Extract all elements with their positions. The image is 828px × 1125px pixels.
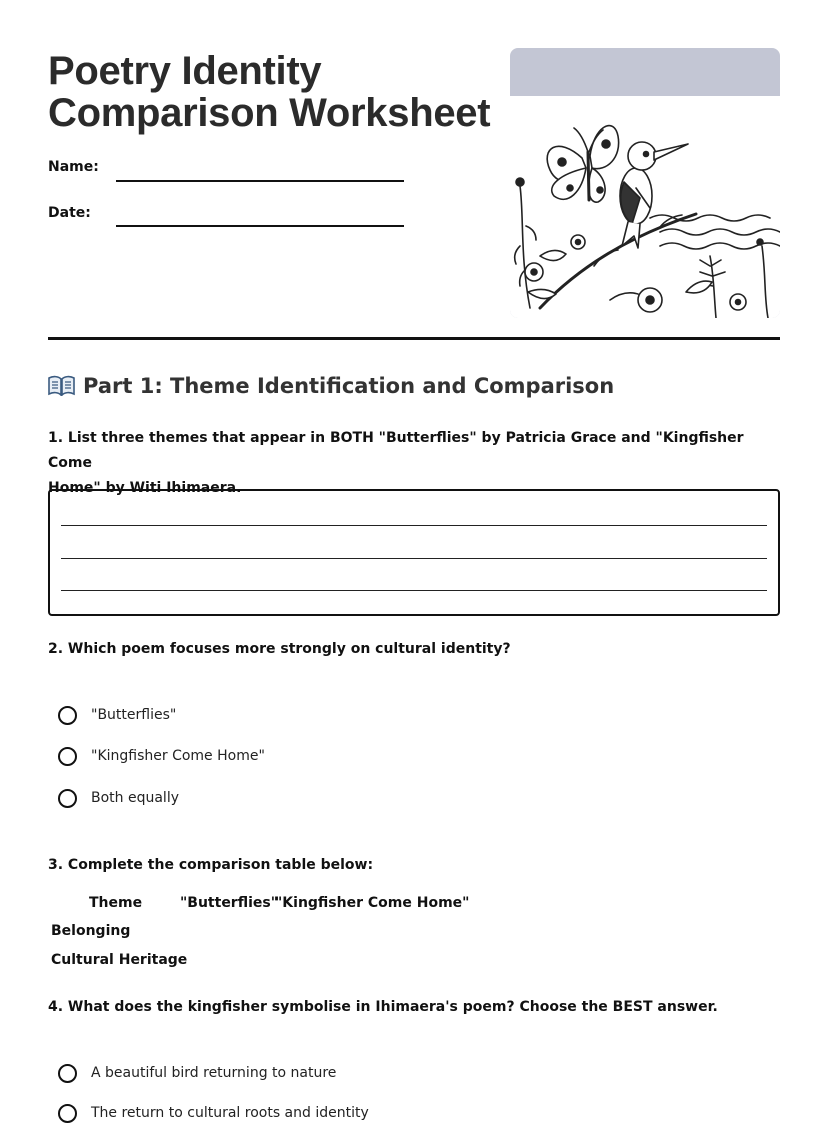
part1-heading [48,374,614,401]
option-label: A beautiful bird returning to nature [91,1065,337,1081]
table-row-cultural-heritage: Cultural Heritage [51,952,188,968]
q2-option-kingfisher[interactable] [58,744,265,768]
answer-line[interactable] [61,558,767,559]
radio-button[interactable] [58,747,77,766]
butterfly-kingfisher-illustration [510,96,780,318]
table-header-kingfisher: "Kingfisher Come Home" [275,895,470,911]
answer-line[interactable] [61,590,767,591]
question-1-line-2: Home" by Witi Ihimaera. [48,480,242,496]
question-1-answer-box[interactable] [48,489,780,616]
option-label: "Kingfisher Come Home" [91,748,265,764]
title-line-2: Comparison Worksheet [48,91,491,135]
radio-button[interactable] [58,706,77,725]
q4-option-bird[interactable] [58,1061,336,1085]
question-1-line-1: 1. List three themes that appear in BOTH "Butterflies" by Patricia Grace and "Kingfisher Come [48,430,744,471]
table-row-belonging: Belonging [51,923,131,939]
title-line-1: Poetry Identity [48,49,322,93]
answer-line[interactable] [61,525,767,526]
question-3: 3. Complete the comparison table below: [48,857,374,873]
question-2: 2. Which poem focuses more strongly on cultural identity? [48,641,511,657]
question-4: 4. What does the kingfisher symbolise in Ihimaera's poem? Choose the BEST answer. [48,999,718,1015]
table-header-butterflies: "Butterflies" [180,895,279,911]
date-field[interactable] [116,225,404,227]
book-icon [48,375,75,401]
worksheet-title [48,50,490,134]
radio-button[interactable] [58,789,77,808]
q2-option-butterflies[interactable] [58,703,176,727]
q2-option-both[interactable] [58,786,179,810]
option-label: Both equally [91,790,179,806]
radio-button[interactable] [58,1064,77,1083]
date-label: Date: [48,205,91,221]
radio-button[interactable] [58,1104,77,1123]
table-header-theme: Theme [89,895,143,911]
option-label: The return to cultural roots and identity [91,1105,369,1121]
q4-option-cultural-roots[interactable] [58,1101,369,1125]
name-field[interactable] [116,180,404,182]
header-divider [48,337,780,340]
part1-heading-text: Part 1: Theme Identification and Comparison [83,374,615,398]
option-label: "Butterflies" [91,707,177,723]
header-illustration [510,48,780,318]
name-label: Name: [48,159,99,175]
